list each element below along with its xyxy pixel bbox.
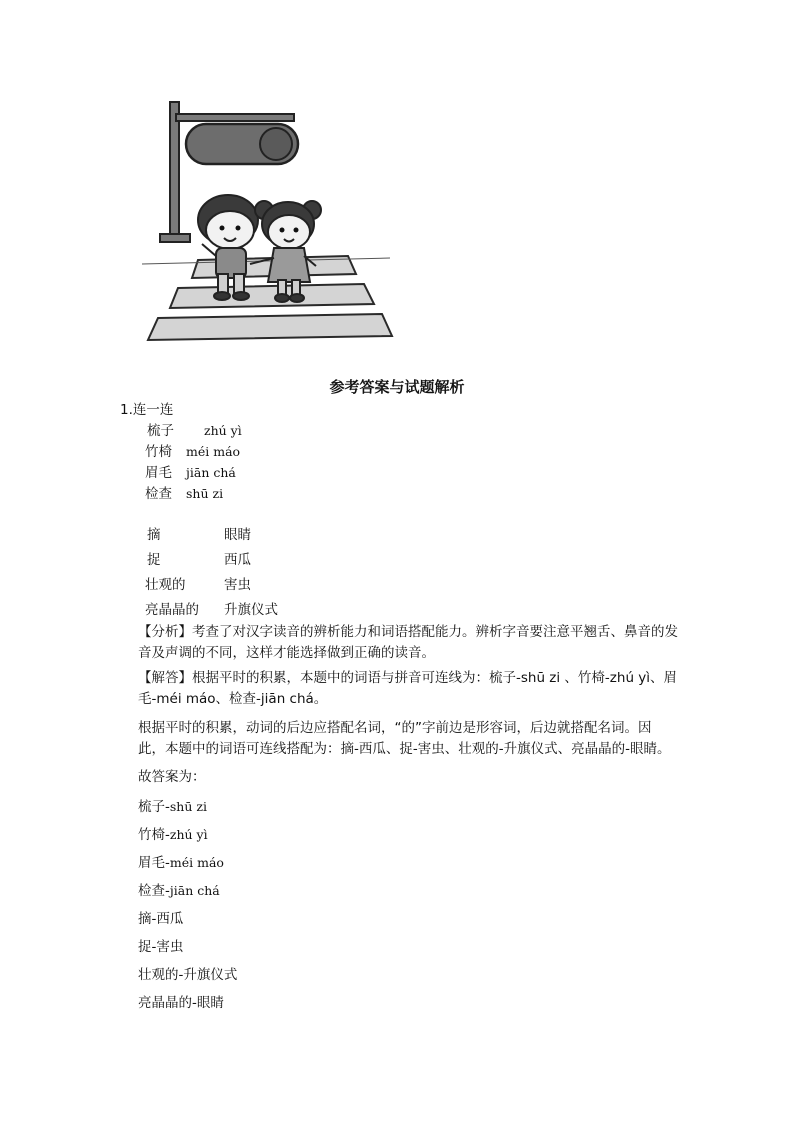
answer-line: 梳子-shū zi [138,799,207,815]
traffic-light-children-crossing-icon [138,98,398,360]
noun-item: 害虫 [224,577,251,593]
answer-word: 检查 [138,883,165,899]
verb-item: 摘 [147,527,161,543]
answer-line: 竹椅-zhú yì [138,827,208,843]
answer-word: 亮晶晶的 [138,995,192,1011]
pinyin-item: méi máo [186,444,241,459]
answer-pair: 眼睛 [196,995,224,1011]
answer-word: 摘 [138,911,152,927]
answer-word: 壮观的 [138,967,179,983]
answer-line: 眉毛-méi máo [138,855,224,871]
answer-word: 捉 [138,939,152,955]
verb-item: 壮观的 [145,577,186,593]
answer-pair: shū zi [169,799,207,814]
noun-item: 西瓜 [224,552,251,568]
answer-line: 摘-西瓜 [138,911,184,927]
noun-item: 升旗仪式 [224,602,278,618]
pinyin-item: zhú yì [204,423,242,438]
answer-line: 检查-jiān chá [138,883,220,899]
analysis-paragraph: 【分析】考查了对汉字读音的辨析能力和词语搭配能力。辨析字音要注意平翘舌、鼻音的发音及声调的不同，这样才能选择做到正确的读音。 [138,624,678,661]
pinyin-item: jiān chá [186,465,236,480]
answer-line: 捉-害虫 [138,939,184,955]
answer-word: 竹椅 [138,827,165,843]
noun-item: 眼睛 [224,527,251,543]
question-heading: 1.连一连 [120,402,174,418]
answer-word: 眉毛 [138,855,165,871]
verb-item: 捉 [147,552,161,568]
document-title: 参考答案与试题解析 [329,378,465,396]
word-item: 眉毛 [145,465,172,481]
answer-pair: méi máo [169,855,224,870]
solution-paragraph-2: 根据平时的积累，动词的后边应搭配名词，“的”字前边是形容词，后边就搭配名词。因此，本题中的词语可连线搭配为：摘-西瓜、捉-害虫、壮观的-升旗仪式、亮晶晶的-眼睛。 [138,720,671,757]
answer-pair: 西瓜 [156,911,184,927]
answer-pair: 升旗仪式 [183,967,238,983]
answer-pair: jiān chá [169,883,220,898]
answer-pair: zhú yì [169,827,208,842]
answer-intro: 故答案为： [138,769,206,785]
word-item: 竹椅 [145,444,172,460]
answer-line: 壮观的-升旗仪式 [138,967,238,983]
answer-pair: 害虫 [156,939,184,955]
answer-word: 梳子 [138,799,165,815]
word-item: 梳子 [147,423,174,439]
solution-paragraph-1: 【解答】根据平时的积累，本题中的词语与拼音可连线为：梳子-shū zi 、竹椅-zhú yì、眉毛-méi máo、检查-jiān chá。 [138,670,678,707]
answer-line: 亮晶晶的-眼睛 [138,995,224,1011]
word-item: 检查 [145,486,172,502]
pinyin-item: shū zi [186,486,224,501]
verb-item: 亮晶晶的 [145,602,199,618]
